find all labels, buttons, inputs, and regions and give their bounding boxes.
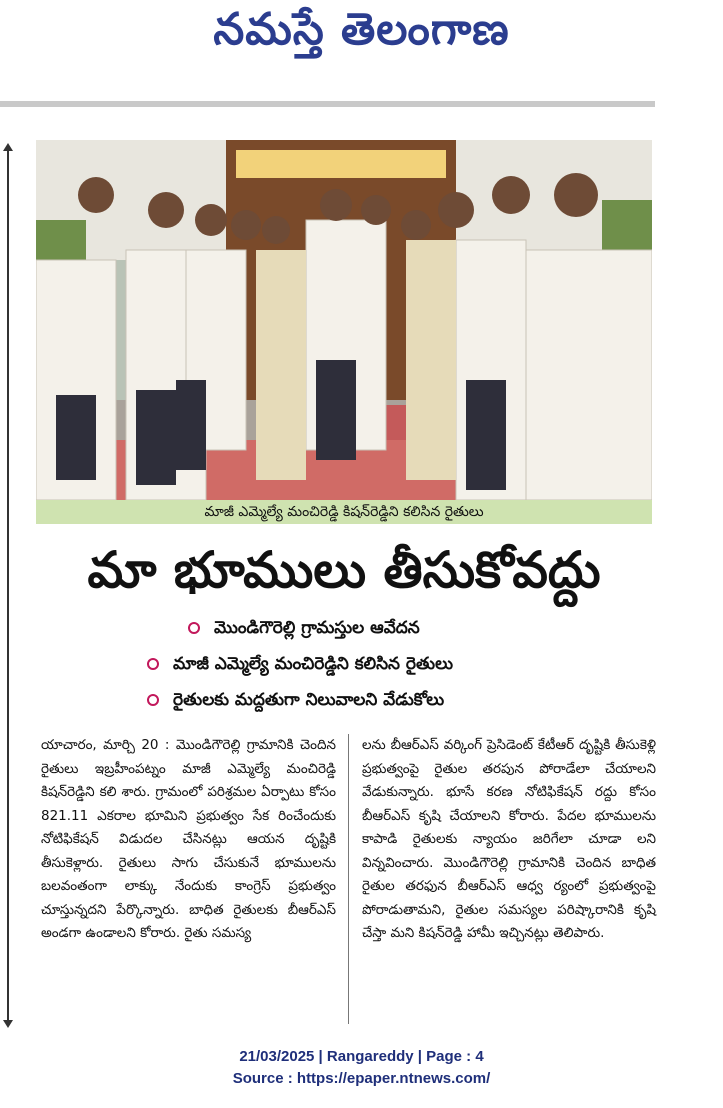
article-column-left bbox=[41, 734, 336, 946]
article-text: యాచారం, మార్చి 20 : మొండిగౌరెల్లి గ్రామానికి చెందిన రైతులు ఇబ్రహీంపట్నం మాజీ ఎమ్మెల్యే మంచిరెడ్డి కిషన్‌రెడ్డిని కలి శారు. గ్రామంలో పరిశ్రమల ఏర్పాటు కోసం 821.11 ఎకరాల భూమిని ప్రభుత్వం సేక రించేందుకు నోటిఫికేషన్ విడుదల చేసినట్లు ఆయన దృష్టికి తీసుకెళ్లారు. రైతులు సాగు చేసుకునే భూములను బలవంతంగా లాక్కు నేందుకు కాంగ్రెస్ ప్రభుత్వం చూస్తున్నదని పేర్కొన్నారు. బాధిత రైతులకు బీఆర్‌ఎస్ అండగా ఉండాలని కోరారు. రైతు సమస్య bbox=[41, 737, 336, 941]
highlight-item bbox=[147, 686, 444, 714]
article-text: లను బీఆర్‌ఎస్ వర్కింగ్ ప్రెసిడెంట్ కేటీఆర్ దృష్టికి తీసుకెళ్లి ప్రభుత్వంపై రైతుల తరపున పోరాడేలా చేయాలని వేడుకున్నారు. భూసే కరణ నోటిఫికేషన్ రద్దు కోసం బీఆర్‌ఎస్ కృషి చేయాలని కోరారు. పేదల భూములను కాపాడి రైతులకు న్యాయం జరిగేలా చూడా లని విన్నవించారు. మొండిగౌరెల్లి గ్రామానికి చెందిన బాధిత రైతుల తరఫున బీఆర్‌ఎస్ ఆధ్వ ర్యంలో ప్రభుత్వంపై పోరాడుతామని, రైతుల సమస్యల పరిష్కారానికి కృషి చేస్తా మని కిషన్‌రెడ్డి హామీ ఇచ్చినట్లు తెలిపారు. bbox=[362, 737, 656, 941]
ruler-line bbox=[7, 149, 9, 1022]
masthead-rule bbox=[0, 101, 655, 107]
article-column-right bbox=[362, 734, 656, 946]
bullet-icon bbox=[147, 658, 159, 670]
news-photo bbox=[36, 140, 652, 500]
column-length-ruler bbox=[3, 143, 13, 1028]
headline: మా భూములు తీసుకోవద్దు bbox=[87, 540, 601, 599]
highlight-text: రైతులకు మద్దతుగా నిలువాలని వేడుకోలు bbox=[173, 690, 445, 710]
bullet-icon bbox=[147, 694, 159, 706]
highlight-item bbox=[188, 614, 420, 642]
highlight-item bbox=[147, 650, 453, 678]
newspaper-title: నమస్తే తెలంగాణ bbox=[213, 4, 510, 55]
masthead bbox=[0, 0, 723, 104]
bullet-icon bbox=[188, 622, 200, 634]
footer-source: Source : https://epaper.ntnews.com/ bbox=[232, 1070, 491, 1087]
highlight-text: మొండిగౌరెల్లి గ్రామస్తుల ఆవేదన bbox=[214, 618, 420, 638]
arrow-down-icon bbox=[3, 1020, 13, 1028]
footer-edition-info: 21/03/2025 | Rangareddy | Page : 4 bbox=[239, 1048, 484, 1065]
highlight-text: మాజీ ఎమ్మెల్యే మంచిరెడ్డిని కలిసిన రైతులు bbox=[173, 654, 453, 674]
photo-caption: మాజీ ఎమ్మెల్యే మంచిరెడ్డి కిషన్‌రెడ్డిని కలిసిన రైతులు bbox=[36, 500, 652, 524]
group-photo-illustration bbox=[36, 140, 652, 500]
column-divider bbox=[348, 734, 349, 1024]
